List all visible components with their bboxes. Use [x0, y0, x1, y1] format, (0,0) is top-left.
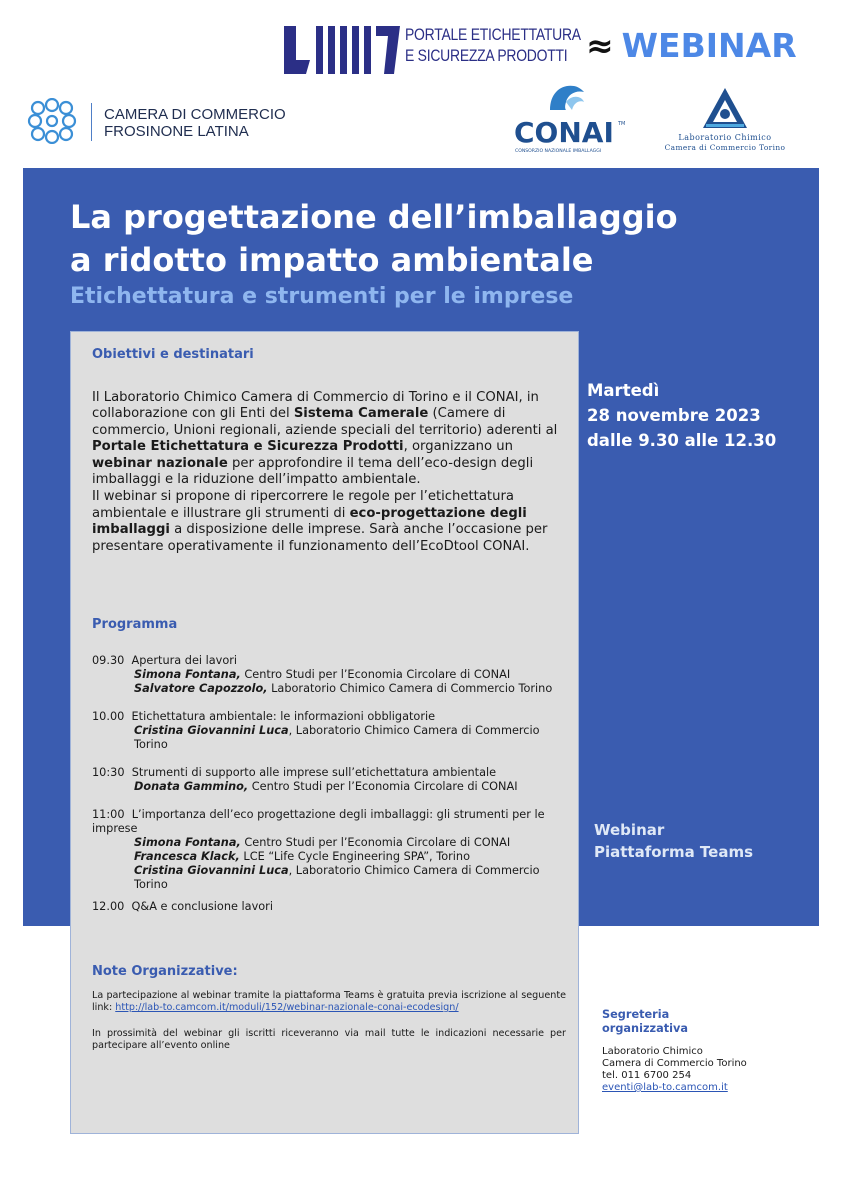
objectives-heading: Obiettivi e destinatari	[92, 347, 254, 362]
notes-paragraph-1: La partecipazione al webinar tramite la piattaforma Teams è gratuita previa iscrizione al seguente link: http://lab-to.camcom.it/moduli/152/webinar-nazionale-conai-ecodesign/	[92, 990, 566, 1013]
program-speaker: Cristina Giovannini Luca, Laboratorio Chimico Camera di Commercio Torino	[134, 864, 540, 891]
program-title: Q&A e conclusione lavori	[131, 900, 273, 913]
portale-line-1: PORTALE ETICHETTATURA	[405, 25, 581, 44]
portale-line-2: E SICUREZZA PRODOTTI	[405, 46, 568, 65]
conai-name: CONAI	[514, 116, 614, 149]
portale-wordmark	[405, 24, 581, 66]
registration-link[interactable]: http://lab-to.camcom.it/moduli/152/webinar-nazionale-conai-ecodesign/	[115, 1002, 459, 1013]
event-date	[587, 378, 776, 453]
camera-commercio-logo-icon	[26, 98, 78, 144]
camera-wordmark	[104, 106, 286, 140]
event-day: Martedì	[587, 381, 660, 400]
camera-line-1: CAMERA DI COMMERCIO	[104, 106, 286, 123]
event-platform	[594, 819, 753, 863]
program-speaker: Salvatore Capozzolo, Laboratorio Chimico Camera di Commercio Torino	[134, 682, 553, 695]
program-item	[92, 710, 570, 752]
program-speaker: Francesca Klack, LCE “Life Cycle Engineering SPA”, Torino	[134, 850, 470, 863]
camera-line-2: FROSINONE LATINA	[104, 123, 249, 140]
program-item-header	[92, 808, 570, 836]
program-time: 10:30	[92, 766, 125, 779]
lab-line-2: Camera di Commercio Torino	[664, 143, 786, 152]
secretariat-line-1: Laboratorio Chimico	[602, 1046, 703, 1057]
objectives-text	[92, 390, 570, 556]
conai-logo	[510, 80, 630, 156]
approx-symbol: ≈	[586, 26, 614, 65]
program-time: 09.30	[92, 654, 125, 667]
conai-caption: CONSORZIO NAZIONALE IMBALLAGGI	[515, 149, 602, 154]
program-time: 12.00	[92, 900, 125, 913]
notes-paragraph-2: In prossimità del webinar gli iscritti riceveranno via mail tutte le indicazioni necessarie per partecipare all’evento online	[92, 1028, 566, 1051]
objectives-paragraph-1: Il Laboratorio Chimico Camera di Commercio di Torino e il CONAI, in collaborazione con gli Enti del Sistema Camerale (Camere di commercio, Unioni regionali, aziende speciali del territorio) aderenti al Portale Etichettatura e Sicurezza Prodotti, organizzano un webinar nazionale per approfondire il tema dell’eco-design degli imballaggi e la riduzione dell’impatto ambientale.	[92, 390, 558, 488]
program-speaker: Simona Fontana, Centro Studi per l’Economia Circolare di CONAI	[134, 836, 511, 849]
title-line-2: a ridotto impatto ambientale	[70, 241, 594, 279]
secretariat-line-2: Camera di Commercio Torino	[602, 1058, 747, 1069]
program-speaker: Cristina Giovannini Luca, Laboratorio Chimico Camera di Commercio Torino	[134, 724, 540, 751]
program-item-header	[92, 710, 570, 724]
program-title: L’importanza dell’eco progettazione degli imballaggi: gli strumenti per le imprese	[92, 808, 545, 835]
program-item	[92, 766, 570, 794]
secretariat-heading: Segreteria organizzativa	[602, 1008, 688, 1035]
program-speaker: Donata Gammino, Centro Studi per l’Economia Circolare di CONAI	[134, 780, 518, 793]
event-format: Webinar	[594, 821, 665, 839]
program-time: 11:00	[92, 808, 125, 821]
secretariat-contact	[602, 1046, 747, 1094]
camera-divider	[91, 103, 92, 141]
program-title: Apertura dei lavori	[131, 654, 238, 667]
notes-heading: Note Organizzative:	[92, 964, 238, 979]
event-time: dalle 9.30 alle 12.30	[587, 431, 777, 450]
page-subtitle: Etichettatura e strumenti per le imprese	[70, 284, 574, 309]
secretariat-phone: tel. 011 6700 254	[602, 1070, 692, 1081]
event-full-date: 28 novembre 2023	[587, 406, 761, 425]
program-item	[92, 808, 570, 892]
program-time: 10.00	[92, 710, 125, 723]
page-title	[70, 196, 678, 282]
program-item-header	[92, 766, 570, 780]
program-speaker: Simona Fontana, Centro Studi per l’Economia Circolare di CONAI	[134, 668, 511, 681]
conai-tm: TM	[618, 121, 626, 127]
program-title: Strumenti di supporto alle imprese sull’etichettatura ambientale	[131, 766, 497, 779]
program-item	[92, 900, 570, 914]
title-line-1: La progettazione dell’imballaggio	[70, 198, 678, 236]
webinar-label: WEBINAR	[621, 26, 797, 65]
program-heading: Programma	[92, 617, 178, 632]
secretariat-email-link[interactable]: eventi@lab-to.camcom.it	[602, 1082, 728, 1093]
webinar-heading	[586, 26, 797, 65]
program-title: Etichettatura ambientale: le informazioni obbligatorie	[131, 710, 436, 723]
event-platform-name: Piattaforma Teams	[594, 843, 754, 861]
lab-line-1: Laboratorio Chimico	[678, 133, 772, 142]
objectives-paragraph-2: Il webinar si propone di ripercorrere le regole per l’etichettatura ambientale e illustrare gli strumenti di eco-progettazione degli imballaggi a disposizione delle imprese. Sarà anche l’occasione per presentare operativamente il funzionamento dell’EcoDtool CONAI.	[92, 489, 548, 554]
program-item	[92, 654, 570, 696]
program-item-header	[92, 654, 570, 668]
laboratorio-chimico-logo	[640, 86, 810, 156]
program-item-header	[92, 900, 570, 914]
